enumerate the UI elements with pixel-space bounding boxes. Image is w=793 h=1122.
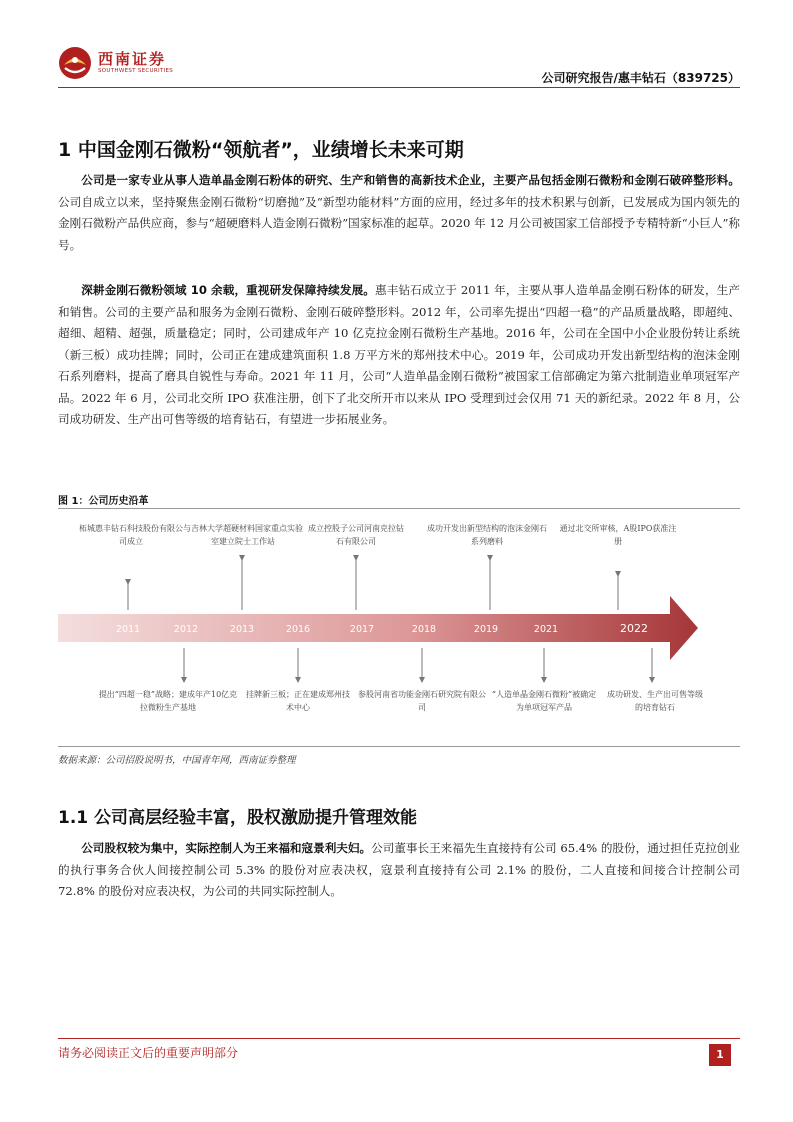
company-history-timeline <box>58 510 740 744</box>
event-top-2019: 成功开发出新型结构的泡沫金刚石系列磨料 <box>427 524 547 546</box>
logo-english-name: SOUTHWEST SECURITIES <box>98 68 174 74</box>
event-bottom-2022-diamond: 成功研发、生产出可售等级的培育钻石 <box>607 690 703 712</box>
figure-title: 图 1：公司历史沿革 <box>58 496 149 507</box>
paragraph-shareholding-lead: 公司股权较为集中，实际控制人为王来福和寇景利夫妇。 <box>81 841 372 855</box>
paragraph-shareholding <box>58 838 740 903</box>
logo-chinese-name: 西南证券 <box>98 50 167 68</box>
paragraph-company-history <box>58 280 740 431</box>
event-top-2017: 成立控股子公司河南克拉钻石有限公司 <box>308 524 404 546</box>
timeline-year-2022: 2022 <box>620 622 648 635</box>
figure-bottom-rule <box>58 746 740 747</box>
event-bottom-2018: 参股河南省功能金刚石研究院有限公司 <box>358 690 486 712</box>
paragraph-company-intro <box>58 170 740 256</box>
event-bottom-2012: 提出“四超一稳”战略；建成年产10亿克拉微粉生产基地 <box>98 690 238 712</box>
timeline-year-2012: 2012 <box>173 624 199 635</box>
timeline-year-2011: 2011 <box>115 624 141 635</box>
southwest-securities-logo-icon <box>58 46 92 80</box>
timeline-year-2017: 2017 <box>349 624 375 635</box>
paragraph-company-history-body: 惠丰钻石成立于 2011 年，主要从事人造单晶金刚石粉体的研发，生产和销售。公司的主要产品和服务为金刚石微粉、金刚石破碎整形料。2012 年，公司率先提出“四超一稳”的产品质量战略，即超纯、超细、超精、超强，质量稳定；同时，公司建成年产 10 亿克拉金刚石微粉生产基地。2016 年，公司在全国中小企业股份转让系统（新三板）成功挂牌；同时，公司正在建成建筑面积 1.8 万平方米的郑州技术中心。2019 年，公司成功开发出新型结构的泡沫金刚石系列磨料，提高了磨具自锐性与寿命。2021 年 11 月，公司“人造单晶金刚石微粉”被国家工信部确定为第六批制造业单项冠军产品。2022 年 6 月，公司北交所 IPO 获准注册，创下了北交所开市以来从 IPO 受理到过会仅用 71 天的新纪录。2022 年 8 月，公司成功研发、生产出可售等级的培育钻石，有望进一步拓展业务。 <box>58 283 740 426</box>
figure-top-rule <box>58 508 740 509</box>
paragraph-shareholding-body: 公司董事长王来福先生直接持有公司 65.4% 的股份，通过担任克拉创业的执行事务合伙人间接控制公司 5.3% 的股份对应表决权，寇景利直接持有公司 2.1% 的股份，二人直接和间接合计控制公司 72.8% 的股份对应表决权，为公司的共同实际控制人。 <box>58 841 740 898</box>
timeline-year-2013: 2013 <box>229 624 255 635</box>
paragraph-company-history-lead: 深耕金刚石微粉领域 10 余载，重视研发保障持续发展。 <box>81 283 376 297</box>
event-bottom-2016: 挂牌新三板；正在建成郑州技术中心 <box>246 690 350 712</box>
paragraph-company-intro-lead: 公司是一家专业从事人造单晶金刚石粉体的研究、生产和销售的高新技术企业，主要产品包括金刚石微粉和金刚石破碎整形料。 <box>81 173 740 187</box>
event-top-2013: 与吉林大学超硬材料国家重点实验室建立院士工作站 <box>183 524 303 546</box>
paragraph-company-intro-body: 公司自成立以来，坚持聚焦金刚石微粉“切磨抛”及“新型功能材料”方面的应用，经过多年的技术积累与创新，已发展成为国内领先的金刚石微粉产品供应商，参与“超硬磨料人造金刚石微粉”国家标准的起草。2020 年 12 月公司被国家工信部授予专精特新“小巨人”称号。 <box>58 194 740 252</box>
event-bottom-2021: “人造单晶金刚石微粉”被确定为单项冠军产品 <box>491 690 597 712</box>
report-title: 公司研究报告/惠丰钻石（839725） <box>541 71 740 85</box>
event-top-2011: 柘城惠丰钻石科技股份有限公司成立 <box>79 524 183 546</box>
footer-disclaimer: 请务必阅读正文后的重要声明部分 <box>58 1046 239 1060</box>
timeline-year-2018: 2018 <box>411 624 437 635</box>
timeline-year-2019: 2019 <box>473 624 499 635</box>
timeline-arrow-band <box>58 596 698 660</box>
header-divider <box>58 87 740 88</box>
section-1-title: 1 中国金刚石微粉“领航者”，业绩增长未来可期 <box>58 139 464 161</box>
footer-divider <box>58 1038 740 1039</box>
page-number: 1 <box>709 1044 731 1066</box>
section-1-1-title: 1.1 公司高层经验丰富，股权激励提升管理效能 <box>58 808 418 828</box>
timeline-year-2021: 2021 <box>533 624 559 635</box>
figure-source: 数据来源：公司招股说明书，中国青年网，西南证券整理 <box>58 755 296 766</box>
event-top-2022-ipo: 通过北交所审核，A股IPO获准注册 <box>559 524 677 546</box>
timeline-year-2016: 2016 <box>285 624 311 635</box>
page-header <box>58 44 740 89</box>
